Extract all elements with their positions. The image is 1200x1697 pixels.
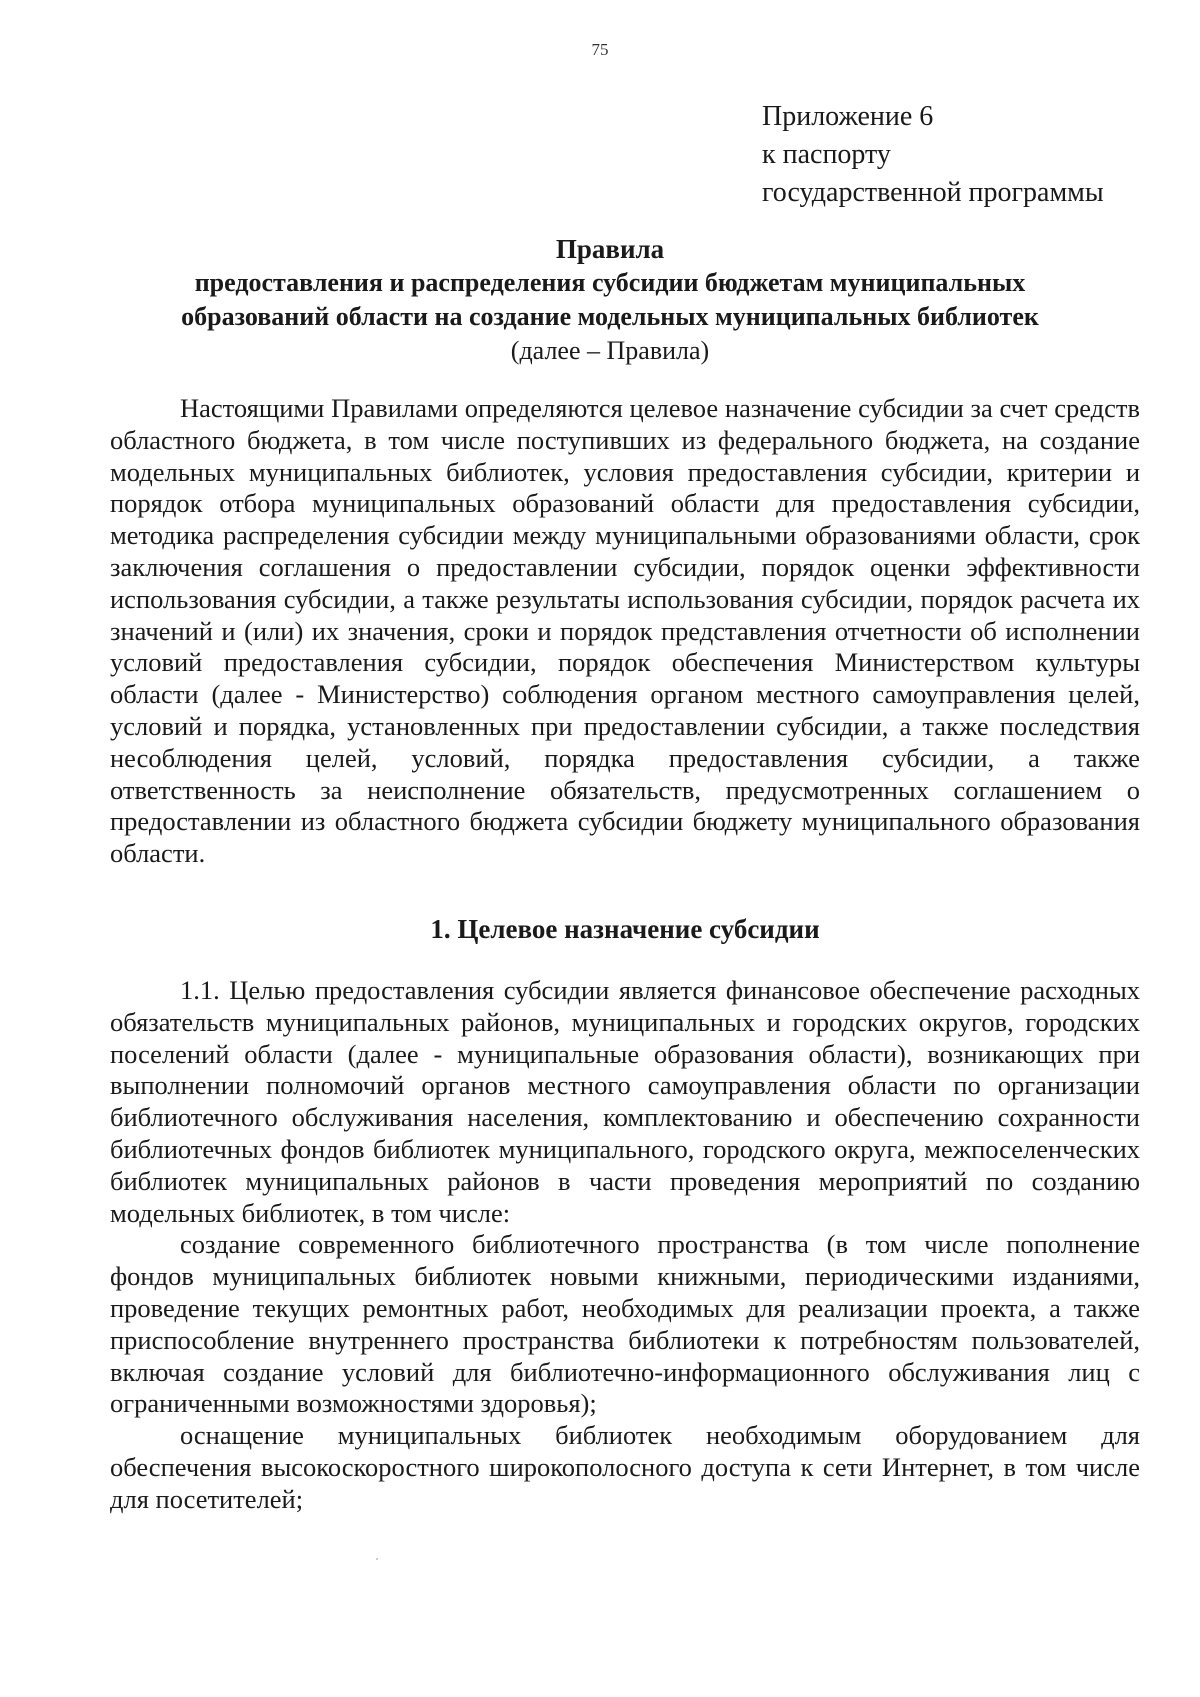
page-number: 75 bbox=[591, 40, 609, 59]
appendix-reference bbox=[762, 98, 1104, 212]
title-line: образований области на создание модельных муниципальных библиотек bbox=[181, 302, 1039, 331]
section-1-body bbox=[110, 975, 1140, 1516]
scan-artifact bbox=[376, 1558, 378, 1560]
appendix-line: к паспорту bbox=[762, 139, 891, 170]
title-short-name: (далее – Правила) bbox=[510, 336, 710, 365]
intro-section bbox=[110, 393, 1140, 870]
paragraph: 1.1. Целью предоставления субсидии является финансовое обеспечение расходных обязательств муниципальных районов, муниципальных и городских округов, городских поселений области (далее - муниципальные образования области), возникающих при выполнении полномочий органов местного самоуправления области по организации библиотечного обслуживания населения, комплектованию и обеспечению сохранности библиотечных фондов библиотек муниципального, городского округа, межпоселенческих библиотек муниципальных районов в части проведения мероприятий по созданию модельных библиотек, в том числе: bbox=[110, 975, 1140, 1228]
title-main: Правила bbox=[555, 234, 665, 264]
intro-paragraph: Настоящими Правилами определяются целевое назначение субсидии за счет средств областного бюджета, в том числе поступивших из федерального бюджета, на создание модельных муниципальных библиотек, условия предоставления субсидии, критерии и порядок отбора муниципальных образований области для предоставления субсидии, методика распределения субсидии между муниципальными образованиями области, срок заключения соглашения о предоставлении субсидии, порядок оценки эффективности использования субсидии, а также результаты использования субсидии, порядок расчета их значений и (или) их значения, сроки и порядок представления отчетности об исполнении условий предоставления субсидии, порядок обеспечения Министерством культуры области (далее - Министерство) соблюдения органом местного самоуправления целей, условий и порядка, установленных при предоставлении субсидии, а также последствия несоблюдения целей, условий, порядка предоставления субсидии, а также ответственность за неисполнение обязательств, предусмотренных соглашением о предоставлении из областного бюджета субсидии бюджету муниципального образования области. bbox=[110, 393, 1140, 869]
paragraph: создание современного библиотечного пространства (в том числе пополнение фондов муниципальных библиотек новыми книжными, периодическими изданиями, проведение текущих ремонтных работ, необходимых для реализации проекта, а также приспособление внутреннего пространства библиотеки к потребностям пользователей, включая создание условий для библиотечно-информационного обслуживания лиц с ограниченными возможностями здоровья); bbox=[110, 1229, 1140, 1419]
section-heading: 1. Целевое назначение субсидии bbox=[430, 914, 820, 944]
title-line: предоставления и распределения субсидии бюджетам муниципальных bbox=[194, 268, 1026, 297]
appendix-line: государственной программы bbox=[762, 177, 1104, 208]
paragraph: оснащение муниципальных библиотек необходимым оборудованием для обеспечения высокоскоростного широкополосного доступа к сети Интернет, в том числе для посетителей; bbox=[110, 1420, 1140, 1514]
document-title bbox=[110, 232, 1110, 368]
appendix-line: Приложение 6 bbox=[762, 101, 934, 132]
